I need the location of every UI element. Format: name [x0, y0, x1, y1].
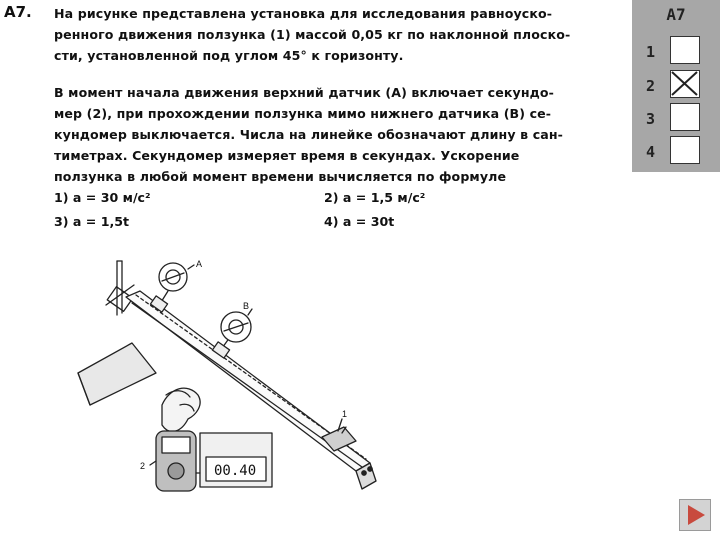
- option-formula: a = 30 м/с²: [72, 190, 151, 205]
- answer-checkbox-1[interactable]: [670, 36, 700, 64]
- text-line: сти, установленной под углом 45° к горизонту.: [54, 48, 404, 63]
- sensor-b-label: B: [243, 301, 250, 311]
- answer-number-3: 3: [646, 110, 656, 128]
- answer-checkbox-2[interactable]: [670, 70, 700, 98]
- option-2: [324, 190, 425, 205]
- next-slide-button[interactable]: [679, 499, 711, 531]
- answer-panel-title: А7: [666, 5, 686, 24]
- sensor-a-label: A: [196, 259, 203, 269]
- answer-panel: [632, 0, 720, 172]
- question-paragraph-2: [54, 82, 614, 187]
- option-number: 4): [324, 214, 339, 229]
- answer-checkbox-4[interactable]: [670, 136, 700, 164]
- text-line: На рисунке представлена установка для исследования равноуско-: [54, 6, 553, 21]
- answer-checkbox-3[interactable]: [670, 103, 700, 131]
- option-1: [54, 190, 151, 205]
- question-paragraph-1: [54, 3, 614, 66]
- stopwatch-label: 2: [140, 461, 146, 471]
- base-board: [78, 343, 156, 405]
- slider-label: 1: [342, 409, 348, 419]
- option-number: 2): [324, 190, 339, 205]
- text-line: тиметрах. Секундомер измеряет время в секундах. Ускорение: [54, 148, 520, 163]
- option-formula: a = 30t: [342, 214, 395, 229]
- check-x-icon: [671, 71, 698, 96]
- apparatus-figure: [70, 255, 390, 505]
- option-3: [54, 214, 129, 229]
- hand: [162, 388, 200, 431]
- sensor-a: [150, 263, 187, 312]
- answer-number-1: 1: [646, 43, 656, 61]
- sensor-b: [212, 312, 251, 358]
- stopwatch-display: 00.40: [214, 463, 257, 479]
- option-number: 1): [54, 190, 69, 205]
- option-formula: a = 1,5 м/с²: [342, 190, 426, 205]
- text-line: В момент начала движения верхний датчик (А) включает секундо-: [54, 85, 554, 100]
- text-line: кундомер выключается. Числа на линейке обозначают длину в сан-: [54, 127, 563, 142]
- text-line: мер (2), при прохождении ползунка мимо нижнего датчика (В) се-: [54, 106, 552, 121]
- option-formula: a = 1,5t: [72, 214, 130, 229]
- stopwatch: [156, 431, 196, 491]
- text-line: ползунка в любой момент времени вычисляется по формуле: [54, 169, 507, 184]
- text-line: ренного движения ползунка (1) массой 0,05 кг по наклонной плоско-: [54, 27, 571, 42]
- answer-number-4: 4: [646, 143, 656, 161]
- option-4: [324, 214, 394, 229]
- play-right-icon: [680, 500, 710, 530]
- option-number: 3): [54, 214, 69, 229]
- question-number: А7.: [4, 3, 32, 21]
- answer-number-2: 2: [646, 77, 656, 95]
